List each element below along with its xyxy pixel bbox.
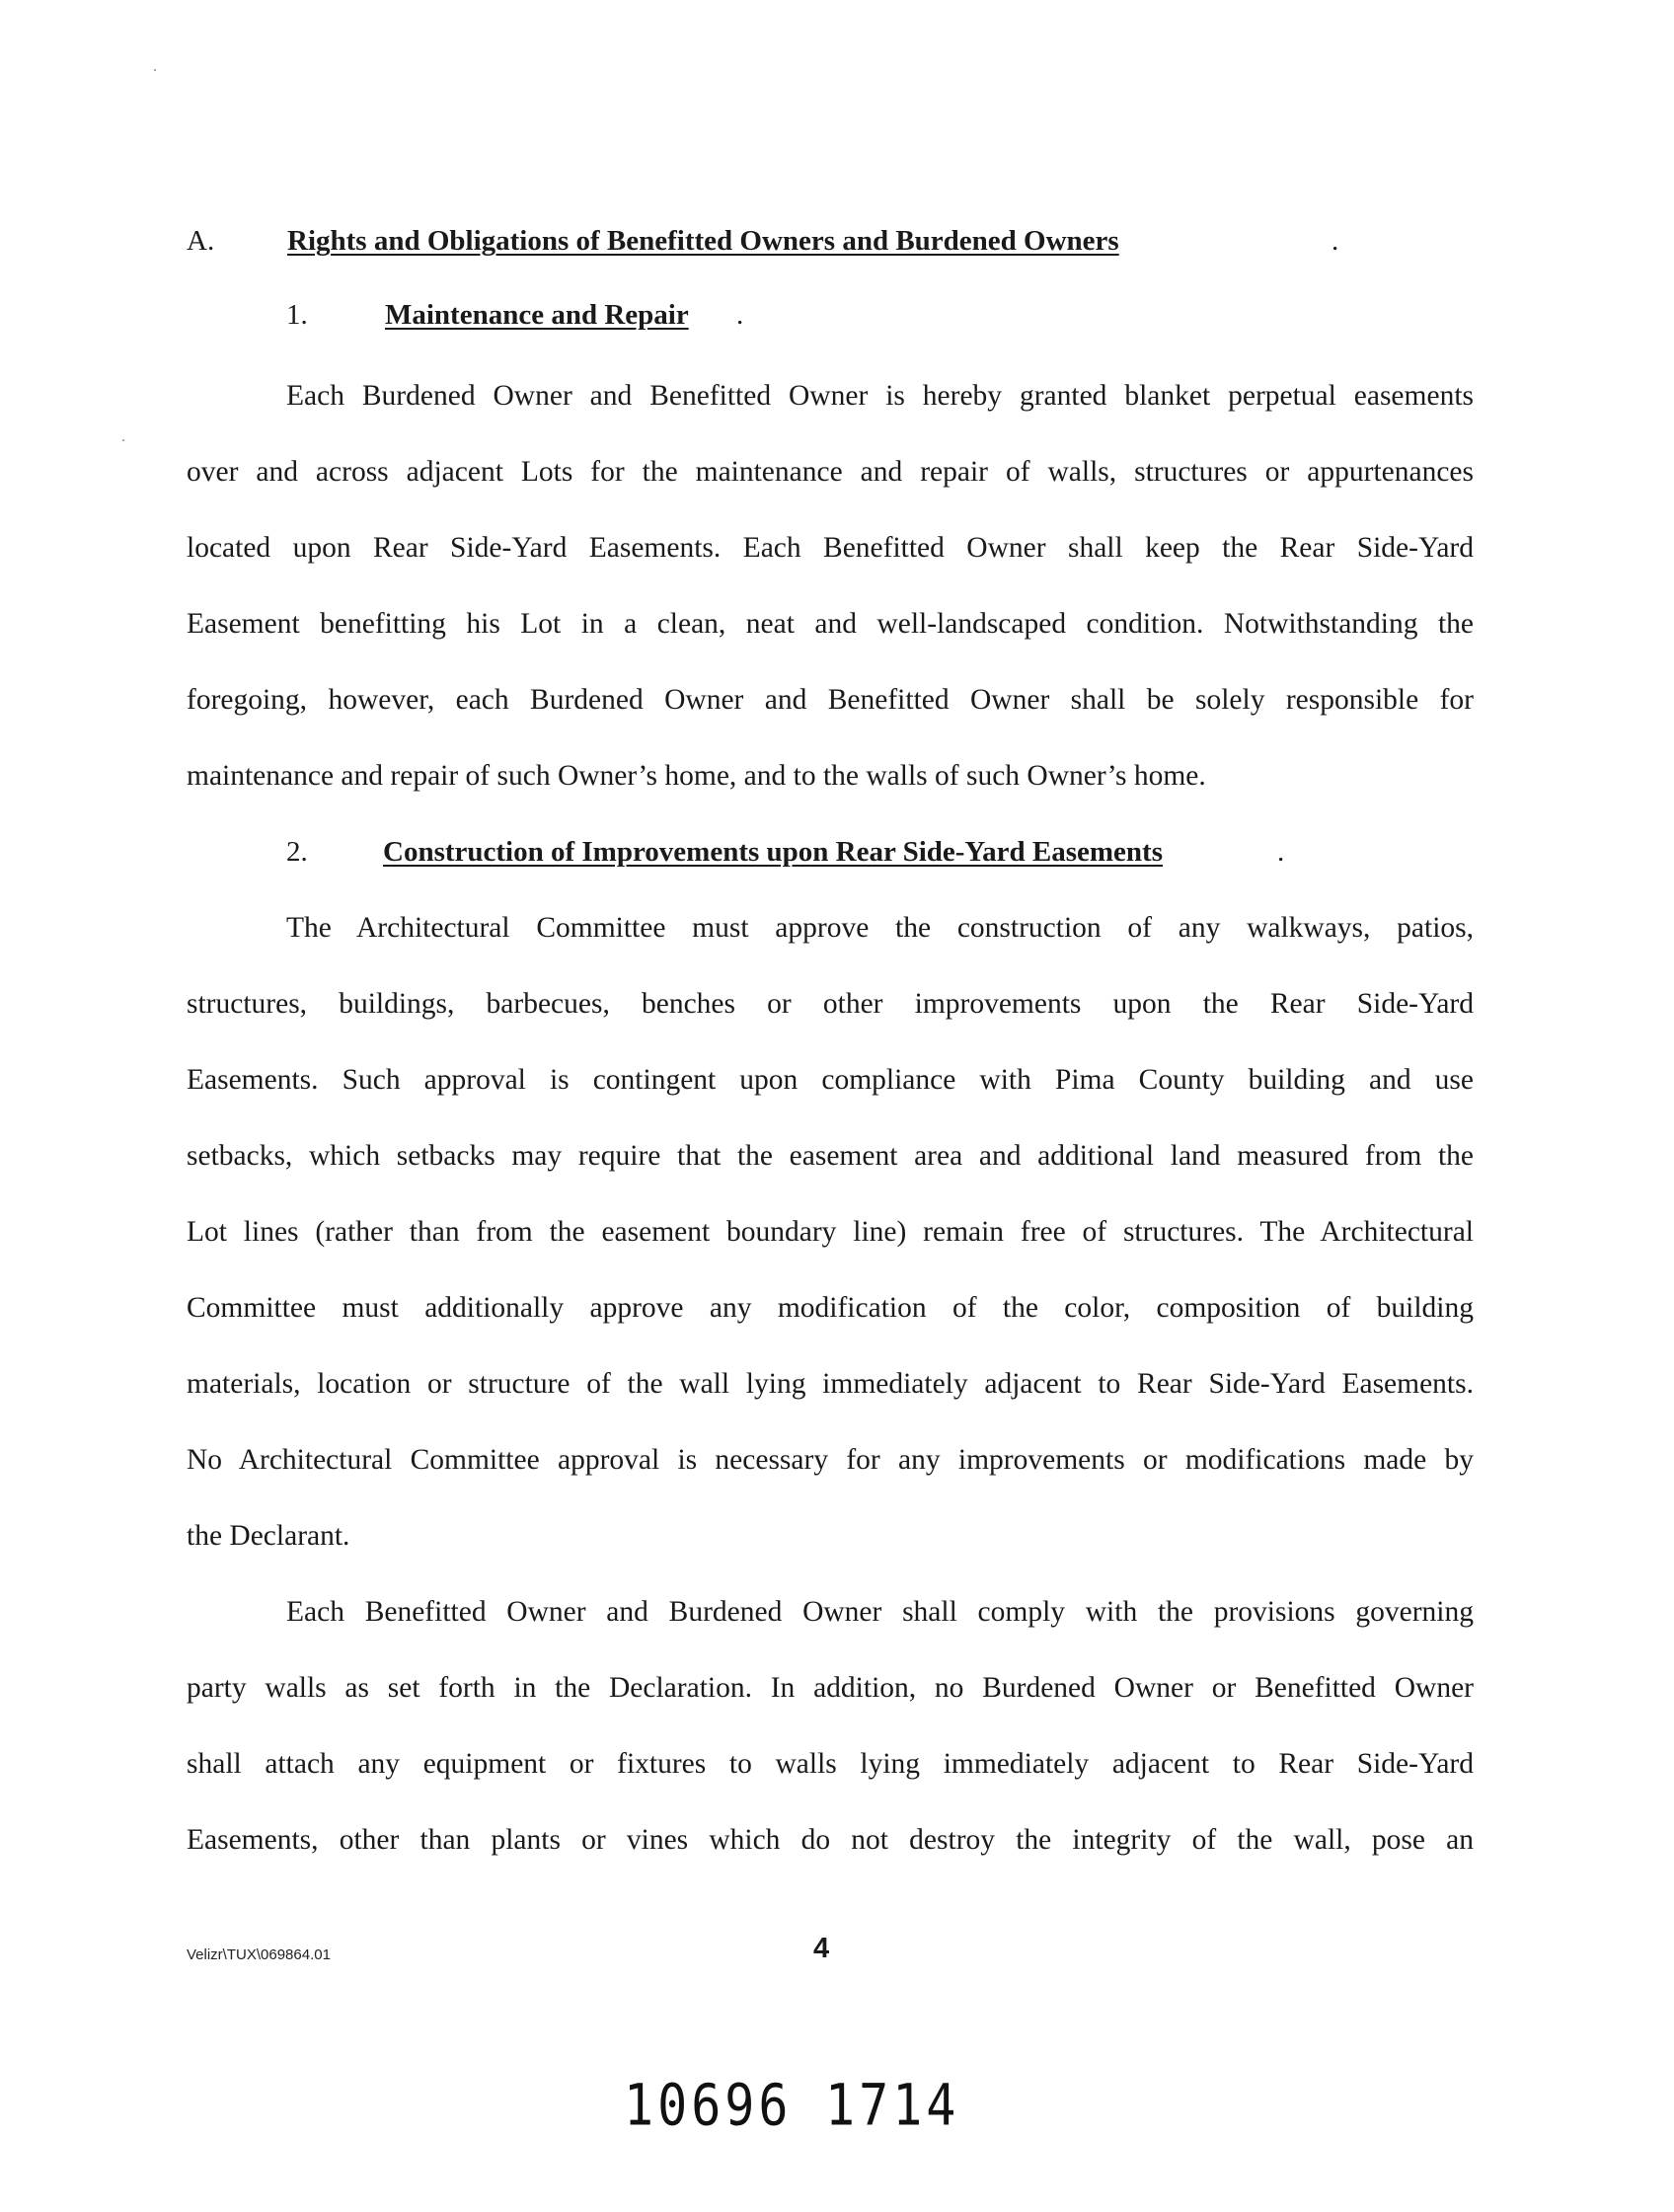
item-2-title: Construction of Improvements upon Rear Side-Yard Easements [383,836,1163,868]
item-1-period: . [736,299,744,331]
item-1-line: maintenance and repair of such Owner’s home, and to the walls of such Owner’s home. [187,760,1206,792]
section-a-marker: A. [187,225,215,257]
paragraph-3-line: shall attach any equipment or fixtures to walls lying immediately adjacent to Rear Side-Yard [187,1748,1474,1780]
item-2-line: The Architectural Committee must approve the construction of any walkways, patios, [286,912,1474,944]
item-2-period: . [1277,836,1285,868]
item-2-line: setbacks, which setbacks may require that the easement area and additional land measured from the [187,1140,1474,1172]
item-1-line: over and across adjacent Lots for the maintenance and repair of walls, structures or appurtenances [187,456,1474,488]
paragraph-3-line: party walls as set forth in the Declaration. In addition, no Burdened Owner or Benefitted Owner [187,1672,1474,1704]
item-1-number: 1. [286,299,308,331]
item-1-line: located upon Rear Side-Yard Easements. Each Benefitted Owner shall keep the Rear Side-Yard [187,532,1474,564]
item-2-line: Lot lines (rather than from the easement boundary line) remain free of structures. The Architectural [187,1216,1474,1248]
item-2-line: the Declarant. [187,1520,350,1552]
item-2-number: 2. [286,836,308,868]
item-1-title: Maintenance and Repair [385,299,689,331]
scan-speck [154,69,156,71]
item-2-line: materials, location or structure of the wall lying immediately adjacent to Rear Side-Yard Easements. [187,1368,1474,1400]
section-a-title: Rights and Obligations of Benefitted Owners and Burdened Owners [287,225,1119,257]
paragraph-3-line: Easements, other than plants or vines which do not destroy the integrity of the wall, pose an [187,1824,1474,1856]
item-1-line: Easement benefitting his Lot in a clean, neat and well-landscaped condition. Notwithstanding the [187,608,1474,640]
scan-speck [122,439,124,441]
footer-document-id: Velizr\TUX\069864.01 [187,1946,331,1963]
paragraph-3-line: Each Benefitted Owner and Burdened Owner shall comply with the provisions governing [286,1596,1474,1628]
item-1-line: foregoing, however, each Burdened Owner and Benefitted Owner shall be solely responsible for [187,684,1474,716]
recording-stamp-page: 1714 [825,2072,960,2139]
page-number: 4 [813,1933,830,1964]
item-1-line: Each Burdened Owner and Benefitted Owner is hereby granted blanket perpetual easements [286,380,1474,412]
item-2-line: No Architectural Committee approval is necessary for any improvements or modifications made by [187,1444,1474,1476]
item-2-line: Easements. Such approval is contingent upon compliance with Pima County building and use [187,1064,1474,1096]
section-a-period: . [1332,225,1339,257]
recording-stamp-book: 10696 [624,2072,793,2139]
item-2-line: Committee must additionally approve any modification of the color, composition of building [187,1292,1474,1324]
item-2-line: structures, buildings, barbecues, benches or other improvements upon the Rear Side-Yard [187,988,1474,1020]
